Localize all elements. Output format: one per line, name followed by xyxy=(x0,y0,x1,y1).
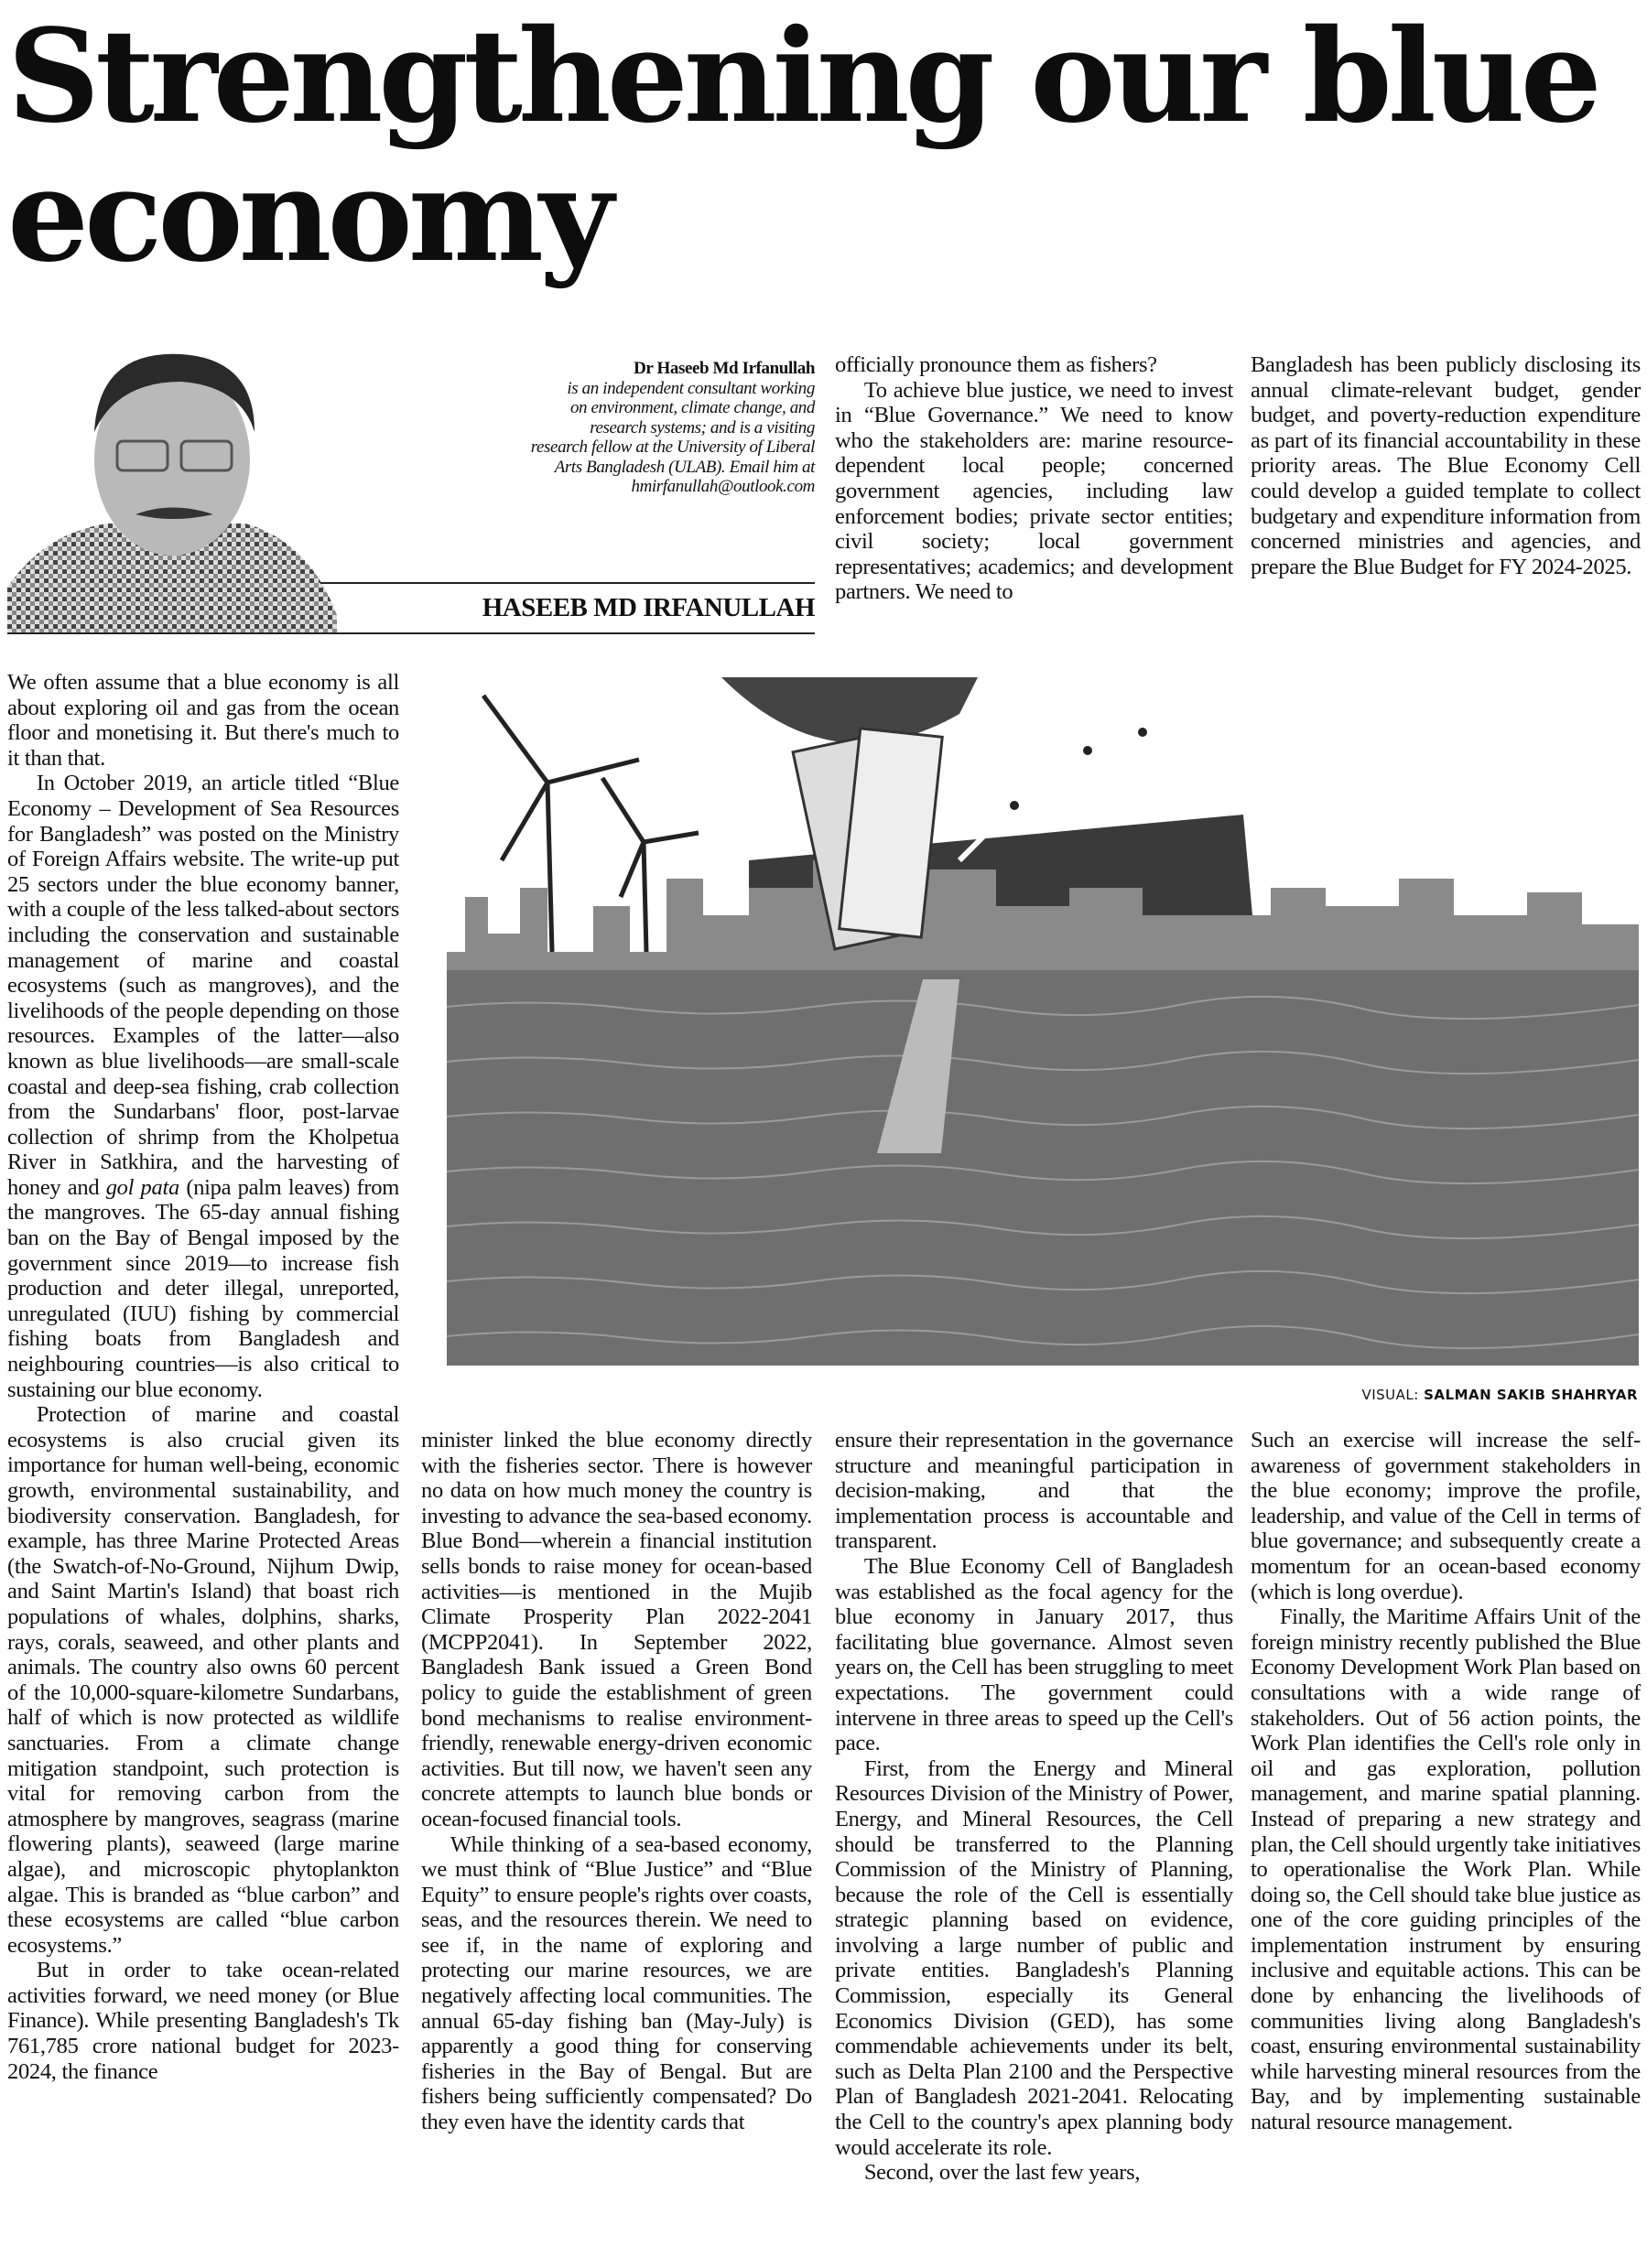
author-email[interactable]: hmirfanullah@outlook.com xyxy=(631,477,815,496)
author-name: HASEEB MD IRFANULLAH xyxy=(482,593,815,622)
paragraph: Second, over the last few years, xyxy=(863,2160,1141,2186)
paragraph xyxy=(7,771,399,1402)
illustration xyxy=(447,677,1639,1366)
bio-line: on environment, climate change, and xyxy=(569,398,815,417)
headline xyxy=(7,2,1646,291)
paragraph: Finally, the Maritime Affairs Unit of the foreign ministry recently published the Blue Economy Development Work Plan based on consultations with a wide range of stakeholders. Out of 56 action points, the Work Plan identifies the Cell's role only in oil and gas exploration, pollution management, and marine spatial planning. Instead of preparing a new strategy and plan, the Cell should urgently take initiatives to operationalise the Work Plan. While doing so, the Cell should take blue justice as one of the core guiding principles of the implementation instrument by ensuring inclusive and equitable actions. This can be done by enhancing the livelihoods of communities living along Bangladesh's coast, ensuring environmental sustainability while harvesting mineral resources from the Bay, and by implementing sustainable natural resource management. xyxy=(1251,1604,1641,2135)
bio-line: research fellow at the University of Liberal xyxy=(530,437,815,457)
headline-line-2: economy xyxy=(7,141,610,291)
author-photo xyxy=(7,340,346,633)
author-bio xyxy=(348,359,815,497)
paragraph: officially pronounce them as fishers? xyxy=(835,352,1157,377)
paragraph: ensure their representation in the governance structure and meaningful participation in decision-making, and that the implementation process is accountable and transparent. xyxy=(835,1428,1233,1554)
column-2 xyxy=(421,1428,812,2135)
paragraph: Protection of marine and coastal ecosystems is also crucial given its importance for human well-being, economic growth, environmental sustainability, and biodiversity conservation. Bangladesh, for example, has three Marine Protected Areas (the Swatch-of-No-Ground, Nijhum Dwip, and Saint Martin's Island) that boast rich populations of whales, dolphins, sharks, rays, corals, seaweed, and other plants and animals. The country also owns 60 percent of the 10,000-square-kilometre Sundarbans, half of which is now protected as wildlife sanctuaries. From a climate change mitigation standpoint, such protection is vital for removing carbon from the atmosphere by mangroves, seagrass (marine flowering plants), seaweed (large marine algae), and microscopic phytoplankton algae. This is branded as “blue carbon” and these ecosystems are called “blue carbon ecosystems.” xyxy=(7,1402,399,1958)
text: In October 2019, an article titled “Blue Economy – Development of Sea Resources for Bangladesh” was posted on the Ministry of Foreign Affairs website. The write-up put 25 sectors under the blue economy banner, with a couple of the less talked-about sectors including the conservation and sustainable management of marine and coastal ecosystems (such as mangroves), and the livelihoods of the people depending on those resources. Examples of the latter—also known as blue livelihoods—are small-scale coastal and deep-sea fishing, crab collection from the Sundarbans' floor, post-larvae collection of shrimp from the Kholpetua River in Satkhira, and the harvesting of honey and xyxy=(7,771,399,1200)
paragraph: Bangladesh has been publicly disclosing its annual climate-relevant budget, gender budget, and poverty-reduction expenditure as part of its financial accountability in these priority areas. The Blue Economy Cell could develop a guided template to collect budgetary and expenditure information from concerned ministries and agencies, and prepare the Blue Budget for FY 2024-2025. xyxy=(1251,352,1641,579)
paragraph: First, from the Energy and Mineral Resources Division of the Ministry of Power, Energy, and Mineral Resources, the Cell should be transferred to the Planning Commission of the Ministry of Planning, because the role of the Cell is essentially strategic planning based on evidence, involving a large number of public and private entities. Bangladesh's Planning Commission, especially its General Economics Division (GED), has some commendable achievements under its belt, such as Delta Plan 2100 and the Perspective Plan of Bangladesh 2021-2041. Relocating the Cell to the country's apex planning body would accelerate its role. xyxy=(835,1755,1233,2160)
bio-line: research systems; and is a visiting xyxy=(590,417,815,437)
credit-name: SALMAN SAKIB SHAHRYAR xyxy=(1424,1387,1638,1403)
bio-line: is an independent consultant working xyxy=(567,378,815,398)
divider xyxy=(7,632,815,634)
text: (nipa palm leaves) from the mangroves. The 65-day annual fishing ban on the Bay of Bengal imposed by the government since 2019—to increase fish production and deter illegal, unreported, unregulated (IUU) fishing by commercial fishing boats from Bangladesh and neighbouring countries—is also critical to sustaining our blue economy. xyxy=(7,1174,399,1402)
paragraph: While thinking of a sea-based economy, we must think of “Blue Justice” and “Blue Equity” to ensure people's rights over coasts, seas, and the resources therein. We need to see if, in the name of exploring and protecting our marine resources, we are negatively affecting local communities. The annual 65-day fishing ban (May-July) is apparently a good thing for conserving fisheries in the Bay of Bengal. But are fishers being sufficiently compensated? Do they even have the identity cards that xyxy=(421,1831,812,2135)
credit-label: VISUAL: xyxy=(1361,1387,1419,1403)
paragraph: Such an exercise will increase the self-awareness of government stakeholders in the blue economy; improve the profile, leadership, and value of the Cell in terms of blue governance; and subsequently create a momentum for an ocean-based economy (which is long overdue). xyxy=(1251,1428,1641,1604)
column-1 xyxy=(7,670,399,2084)
paragraph: To achieve blue justice, we need to invest in “Blue Governance.” We need to know who the stakeholders are: marine resource-dependent local people; concerned government agencies, including law enforcement bodies; private sector entities; civil society; local government representatives; academics; and development partners. We need to xyxy=(835,377,1233,605)
column-top-2 xyxy=(835,352,1233,605)
paragraph: minister linked the blue economy directly with the fisheries sector. There is however no data on how much money the country is investing to advance the sea-based economy. Blue Bond—wherein a financial institution sells bonds to raise money for ocean-based activities—is mentioned in the Mujib Climate Prosperity Plan 2022-2041 (MCPP2041). In September 2022, Bangladesh Bank issued a Green Bond policy to guide the establishment of green bond mechanisms to realise environment-friendly, renewable energy-driven economic activities. But till now, we haven't seen any concrete attempts to launch blue bonds or ocean-focused financial tools. xyxy=(421,1428,812,1831)
paragraph: The Blue Economy Cell of Bangladesh was established as the focal agency for the blue economy in January 2017, thus facilitating blue governance. Almost seven years on, the Cell has been struggling to meet expectations. The government could intervene in three areas to speed up the Cell's pace. xyxy=(835,1553,1233,1756)
bio-line: Arts Bangladesh (ULAB). Email him at xyxy=(554,457,815,477)
paragraph: We often assume that a blue economy is all about exploring oil and gas from the ocean floor and monetising it. But there's much to it than that. xyxy=(7,670,399,771)
divider xyxy=(320,582,815,584)
bio-name: Dr Haseeb Md Irfanullah xyxy=(634,359,815,378)
illustration-credit xyxy=(1361,1387,1638,1403)
paragraph: But in order to take ocean-related activities forward, we need money (or Blue Finance). While presenting Bangladesh's Tk 761,785 crore national budget for 2023-2024, the finance xyxy=(7,1958,399,2084)
headline-line-1: Strengthening our blue xyxy=(7,2,1598,152)
column-top-3 xyxy=(1251,352,1641,579)
column-4 xyxy=(1251,1428,1641,2135)
column-3 xyxy=(835,1428,1233,2186)
italic-term: gol pata xyxy=(105,1174,179,1200)
